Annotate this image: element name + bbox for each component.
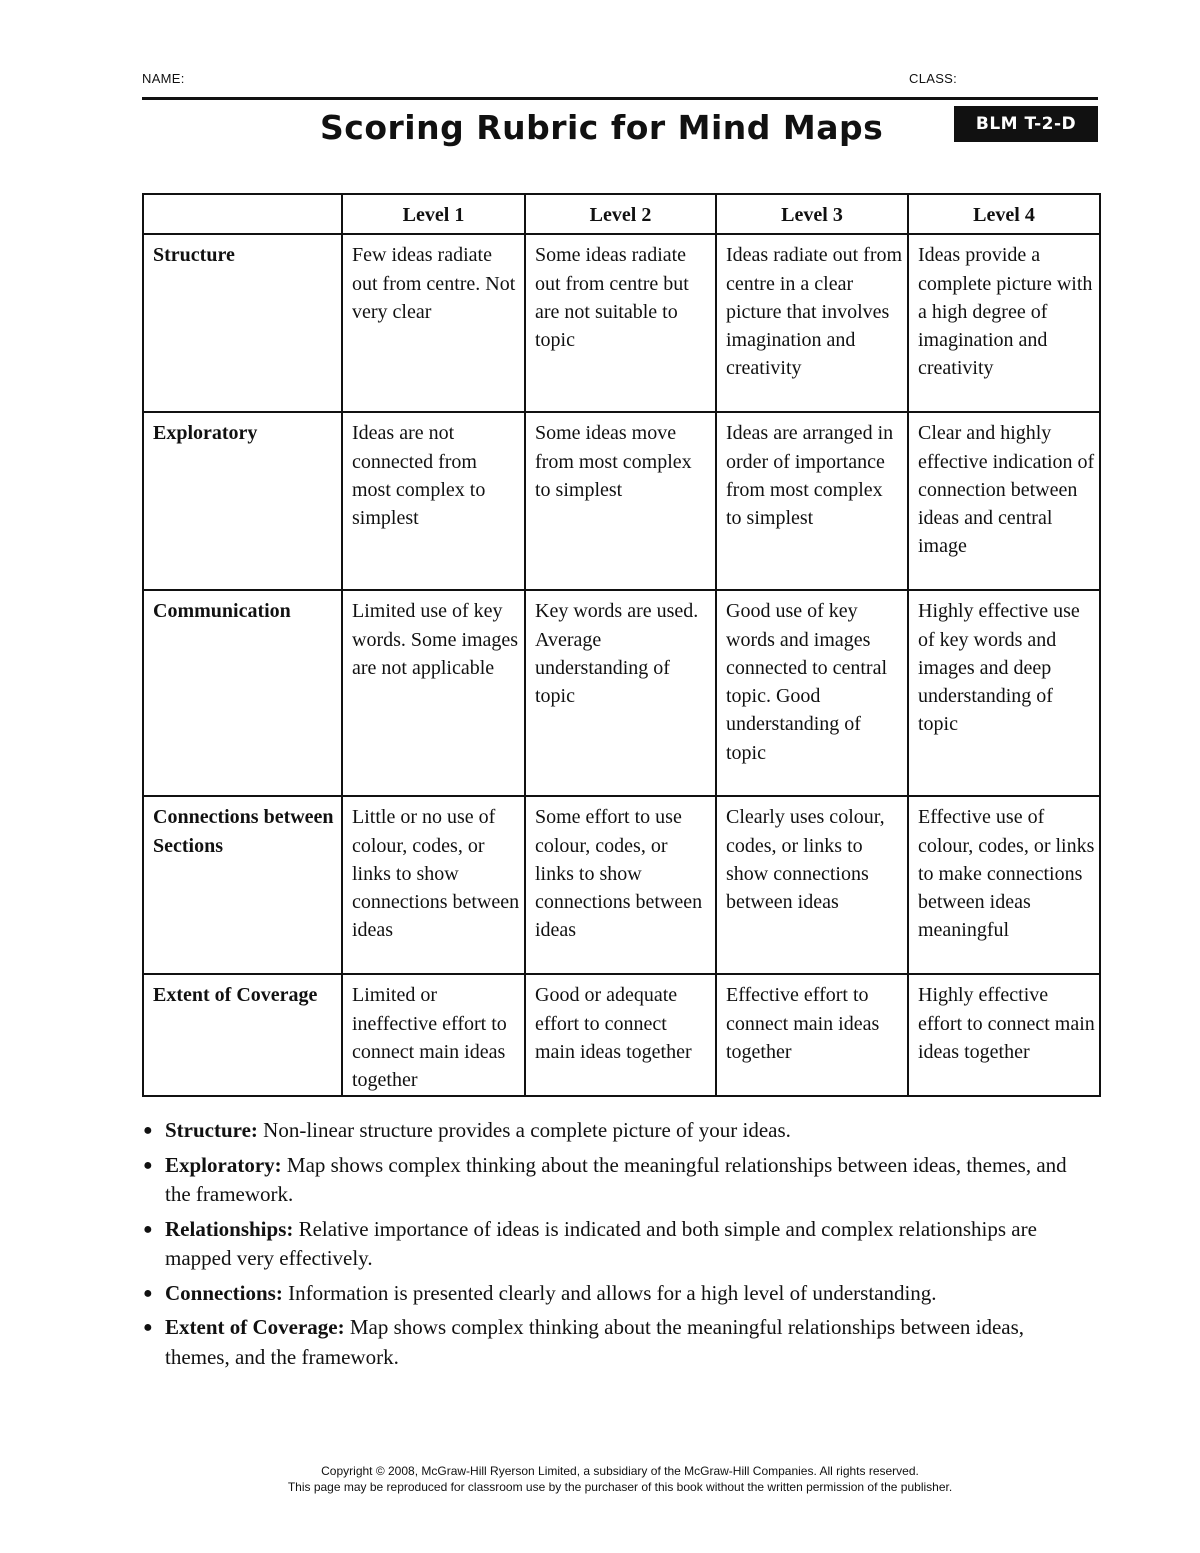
table-cell: Limited use of key words. Some images are not applicable <box>342 590 525 796</box>
blm-badge: BLM T-2-D <box>954 106 1098 142</box>
permission-notice: This page may be reproduced for classroom use by the purchaser of this book without the written permission of the publisher. <box>287 1480 953 1494</box>
table-cell: Effective use of colour, codes, or links to make connections between ideas meaningful <box>908 796 1100 974</box>
table-row <box>143 412 1100 590</box>
note-text: Relative importance of ideas is indicated and both simple and complex relationships are mapped very effectively. <box>165 1216 1037 1270</box>
bullet-icon: ● <box>143 1122 153 1139</box>
criterion-cell: Exploratory <box>143 412 342 590</box>
table-cell: Highly effective use of key words and images and deep understanding of topic <box>908 590 1100 796</box>
table-cell: Highly effective effort to connect main ideas together <box>908 974 1100 1096</box>
class-label: CLASS: <box>909 71 958 86</box>
table-cell: Clear and highly effective indication of connection between ideas and central image <box>908 412 1100 590</box>
note-text: Non-linear structure provides a complete picture of your ideas. <box>263 1118 791 1142</box>
copyright-notice: Copyright © 2008, McGraw-Hill Ryerson Limited, a subsidiary of the McGraw-Hill Companies. All rights reserved. <box>321 1464 919 1478</box>
note-term: Extent of Coverage: <box>165 1315 345 1339</box>
table-cell: Some ideas move from most complex to simplest <box>525 412 716 590</box>
table-cell: Few ideas radiate out from centre. Not very clear <box>342 234 525 412</box>
table-row <box>143 974 1100 1096</box>
header-rule <box>142 97 1098 100</box>
criterion-cell: Connections between Sections <box>143 796 342 974</box>
note-term: Connections: <box>165 1280 283 1305</box>
bullet-icon: ● <box>143 1284 153 1302</box>
bullet-icon: ● <box>143 1319 153 1336</box>
table-cell: Effective effort to connect main ideas together <box>716 974 908 1096</box>
table-cell: Good or adequate effort to connect main ideas together <box>525 974 716 1096</box>
table-cell: Good use of key words and images connected to central topic. Good understanding of topic <box>716 590 908 796</box>
column-header: Level 3 <box>716 194 908 234</box>
bullet-icon: ● <box>143 1220 153 1238</box>
name-label: NAME: <box>142 71 185 86</box>
list-item <box>142 1151 1092 1210</box>
table-cell: Limited or ineffective effort to connect main ideas together <box>342 974 525 1096</box>
criteria-notes-list <box>142 1116 1092 1377</box>
rubric-table <box>142 193 1101 1097</box>
bullet-icon: ● <box>143 1156 153 1174</box>
column-header <box>143 194 342 234</box>
note-term: Relationships: <box>165 1216 294 1241</box>
note-text: Map shows complex thinking about the meaningful relationships between ideas, themes, and the framework. <box>165 1315 1025 1369</box>
table-cell: Ideas are arranged in order of importance from most complex to simplest <box>716 412 908 590</box>
column-header: Level 2 <box>525 194 716 234</box>
table-cell: Little or no use of colour, codes, or links to show connections between ideas <box>342 796 525 974</box>
table-cell: Key words are used. Average understanding of topic <box>525 590 716 796</box>
list-item <box>142 1313 1092 1372</box>
criterion-cell: Extent of Coverage <box>143 974 342 1096</box>
table-cell: Ideas radiate out from centre in a clear picture that involves imagination and creativity <box>716 234 908 412</box>
table-cell: Some ideas radiate out from centre but are not suitable to topic <box>525 234 716 412</box>
table-row <box>143 590 1100 796</box>
page-title: Scoring Rubric for Mind Maps <box>320 108 884 147</box>
table-header-row <box>143 194 1100 234</box>
note-text: Map shows complex thinking about the meaningful relationships between ideas, themes, and the framework. <box>165 1152 1067 1206</box>
table-cell: Clearly uses colour, codes, or links to show connections between ideas <box>716 796 908 974</box>
column-header: Level 4 <box>908 194 1100 234</box>
criterion-cell: Communication <box>143 590 342 796</box>
list-item <box>142 1116 1092 1146</box>
column-header: Level 1 <box>342 194 525 234</box>
list-item <box>142 1215 1092 1274</box>
table-cell: Ideas are not connected from most complex to simplest <box>342 412 525 590</box>
criterion-cell: Structure <box>143 234 342 412</box>
note-term: Exploratory: <box>165 1152 282 1177</box>
table-row <box>143 796 1100 974</box>
table-cell: Ideas provide a complete picture with a high degree of imagination and creativity <box>908 234 1100 412</box>
note-text: Information is presented clearly and allows for a high level of understanding. <box>288 1280 937 1305</box>
table-cell: Some effort to use colour, codes, or links to show connections between ideas <box>525 796 716 974</box>
note-term: Structure: <box>165 1118 258 1142</box>
table-row <box>143 234 1100 412</box>
list-item <box>142 1279 1092 1309</box>
